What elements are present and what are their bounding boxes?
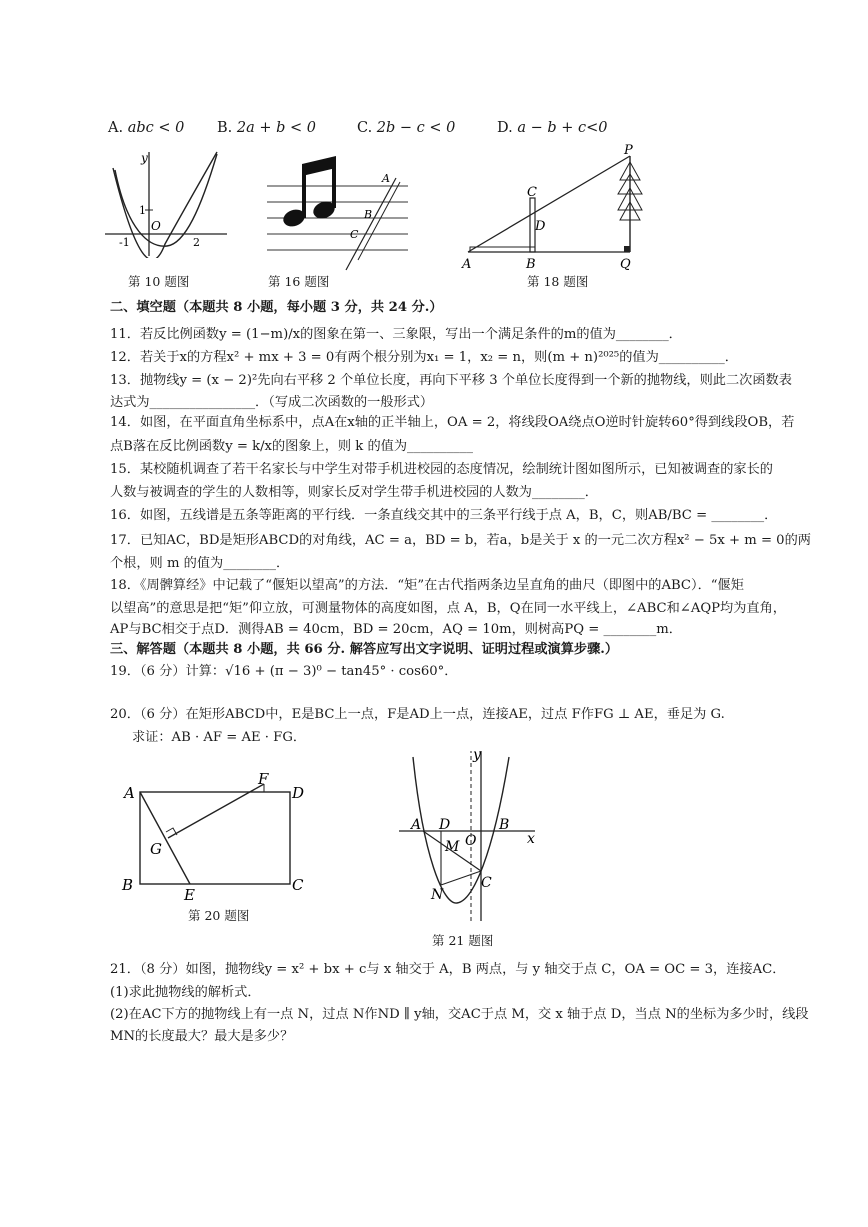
ruler-horizontal [470, 247, 535, 252]
question-20-line1: 20．（6 分）在矩形ABCD中，E是BC上一点，F是AD上一点，连接AE，过点 F作FG ⊥ AE，垂足为 G. [110, 707, 725, 722]
tick-minus-1: -1 [119, 236, 130, 249]
point-c: C [350, 228, 359, 241]
figure-16 [262, 152, 412, 272]
question-20-line2: 求证：AB · AF = AE · FG． [132, 730, 307, 745]
figure-20 [118, 770, 318, 900]
parabola-curve [413, 757, 509, 903]
figure-18-caption: 第 18 题图 [527, 274, 589, 289]
figure-21 [395, 745, 545, 925]
x-label: x [527, 831, 535, 847]
question-19: 19．（6 分）计算：√16 + (π − 3)⁰ − tan45° · cos60°． [110, 664, 458, 679]
tick-2: 2 [193, 236, 200, 249]
y-label: y [473, 747, 481, 763]
point-q: Q [620, 257, 631, 270]
point-b: B [526, 257, 536, 270]
point-d: D [439, 817, 451, 833]
point-c: C [481, 875, 492, 891]
option-d: D. a − b + c<0 [497, 120, 608, 136]
question-14-line2: 点B落在反比例函数y = k/x的图象上，则 k 的值为__________ [110, 439, 473, 454]
point-e: E [184, 886, 195, 900]
question-13-line1: 13．抛物线y = (x − 2)²先向右平移 2 个单位长度，再向下平移 3 个单位长度得到一个新的抛物线，则此二次函数表 [110, 373, 792, 388]
y-label: y [141, 151, 148, 165]
question-21-part2-line2: MN的长度最大？最大是多少？ [110, 1029, 294, 1044]
rectangle-abcd [140, 792, 290, 884]
figure-10 [105, 148, 235, 258]
figure-16-caption: 第 16 题图 [268, 274, 330, 289]
point-c: C [292, 876, 304, 894]
question-11: 11．若反比例函数y = (1−m)/x的图象在第一、三象限，写出一个满足条件的m的值为________． [110, 327, 682, 342]
origin-label: O [151, 219, 161, 233]
question-18-line1: 18．《周髀算经》中记载了“偃矩以望高”的方法．“矩”在古代指两条边呈直角的曲尺（即图中的ABC）．“偃矩 [110, 578, 744, 593]
tick-1: 1 [139, 204, 146, 217]
point-a: A [462, 257, 472, 270]
question-21-line1: 21．（8 分）如图，抛物线y = x² + bx + c与 x 轴交于 A，B 两点，与 y 轴交于点 C，OA = OC = 3，连接AC． [110, 962, 786, 977]
point-b: B [499, 817, 510, 833]
point-a: A [124, 784, 135, 802]
point-o: O [465, 833, 477, 849]
sight-line [468, 156, 630, 252]
figure-20-caption: 第 20 题图 [188, 908, 250, 923]
point-p: P [624, 143, 633, 158]
question-13-line2: 达式为________________．（写成二次函数的一般形式） [110, 395, 434, 410]
point-f: F [258, 770, 269, 788]
point-n: N [431, 887, 444, 903]
transversal-line [346, 178, 396, 270]
question-17-line1: 17．已知AC，BD是矩形ABCD的对角线，AC = a，BD = b，若a，b是关于 x 的一元二次方程x² − 5x + m = 0的两 [110, 533, 811, 548]
point-b: B [122, 876, 134, 894]
question-18-line2: 以望高”的意思是把“矩”仰立放，可测量物体的高度如图，点 A，B，Q在同一水平线上，∠ABC和∠AQP均为直角， [110, 601, 786, 616]
question-18-line3: AP与BC相交于点D．测得AB = 40cm，BD = 20cm，AQ = 10m，则树高PQ = ________m． [110, 622, 682, 637]
question-12: 12．若关于x的方程x² + mx + 3 = 0有两个根分别为x₁ = 1，x₂ = n，则(m + n)²⁰²⁵的值为__________． [110, 350, 738, 365]
question-16: 16．如图，五线谱是五条等距离的平行线．一条直线交其中的三条平行线于点 A，B，C，则AB/BC = ________． [110, 508, 778, 523]
question-17-line2: 个根，则 m 的值为________． [110, 556, 290, 571]
option-a: A. abc < 0 [108, 120, 185, 136]
point-b: B [364, 208, 373, 221]
figure-21-caption: 第 21 题图 [432, 933, 494, 948]
point-g: G [150, 840, 162, 858]
figure-10-caption: 第 10 题图 [128, 274, 190, 289]
section-2-heading: 二、填空题（本题共 8 小题，每小题 3 分，共 24 分.） [110, 300, 443, 315]
point-a: A [411, 817, 422, 833]
question-21-part2-line1: (2)在AC下方的抛物线上有一点 N，过点 N作ND ∥ y轴，交AC于点 M，交 x 轴于点 D，当点 N的坐标为多少时，线段 [110, 1007, 809, 1022]
point-d: D [292, 784, 305, 802]
option-b: B. 2a + b < 0 [217, 120, 316, 136]
point-d: D [535, 219, 546, 234]
question-15-line1: 15．某校随机调查了若干名家长与中学生对带手机进校园的态度情况，绘制统计图如图所示，已知被调查的家长的 [110, 462, 773, 477]
note-beam [302, 156, 336, 176]
point-m: M [445, 839, 460, 855]
question-21-part1: (1)求此抛物线的解析式． [110, 985, 261, 1000]
figure-18 [460, 140, 650, 270]
segment-ae [140, 792, 190, 884]
section-3-heading: 三、解答题（本题共 8 小题，共 66 分. 解答应写出文字说明、证明过程或演算步骤.） [110, 642, 619, 657]
question-14-line1: 14．如图，在平面直角坐标系中，点A在x轴的正半轴上，OA = 2，将线段OA绕点O逆时针旋转60°得到线段OB，若 [110, 415, 795, 430]
question-15-line2: 人数与被调查的学生的人数相等，则家长反对学生带手机进校园的人数为________． [110, 485, 598, 500]
point-a: A [382, 172, 390, 185]
option-c: C. 2b − c < 0 [357, 120, 456, 136]
point-c: C [527, 185, 537, 200]
